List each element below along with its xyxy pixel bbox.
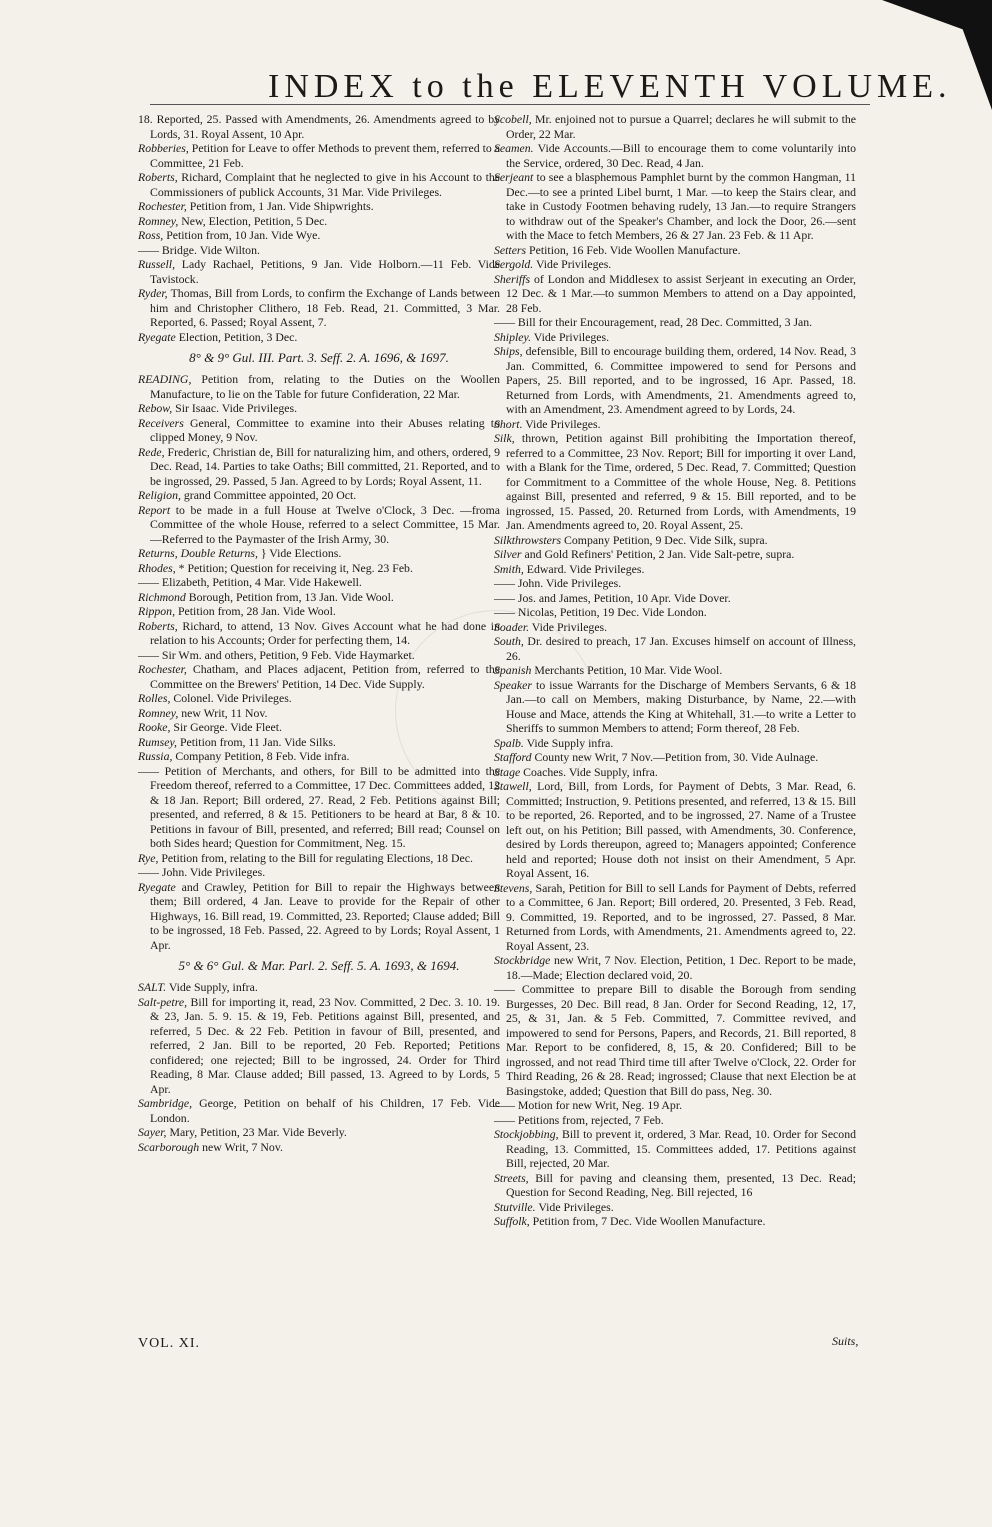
entry-heading: Stockjobbing, (494, 1127, 559, 1141)
entry-text: of London and Middlesex to assist Serjeant in executing an Order, 12 Dec. & 1 Mar.—to summon Members to attend on a Day appointed, 28 Feb. (506, 271, 856, 315)
entry-text: new Writ, 11 Nov. (178, 705, 268, 720)
entry-heading: Ryegate (138, 879, 176, 894)
index-entry (138, 330, 500, 345)
index-entry (138, 199, 500, 214)
entry-heading: Rolles, (138, 691, 171, 705)
entry-heading: Streets, (494, 1170, 529, 1185)
entry-text: Vide Privileges. (522, 416, 601, 431)
entry-text: Vide Privileges. (535, 1199, 614, 1214)
entry-heading: Sheriffs (494, 271, 531, 286)
entry-text: New, Election, Petition, 5 Dec. (178, 213, 328, 228)
entry-heading: Ships, (494, 344, 523, 358)
entry-heading: Receivers (138, 415, 184, 430)
entry-text: Petition from, 1 Jan. Vide Shipwrights. (186, 199, 374, 213)
entry-heading: —— (138, 865, 159, 879)
entry-text: Lady Rachael, Petitions, 9 Jan. Vide Holborn.—11 Feb. Vide Tavistock. (150, 257, 500, 286)
entry-text: Mr. enjoined not to pursue a Quarrel; declares he will submit to the Order, 22 Mar. (506, 112, 856, 141)
entry-text: Nicolas, Petition, 19 Dec. Vide London. (514, 605, 707, 619)
index-entry (494, 1214, 856, 1229)
entry-text: Vide Accounts.—Bill to encourage them to come voluntarily into the Service, ordered, 30 Dec. Read, 4 Jan. (506, 141, 856, 170)
entry-heading: Serjeant (494, 170, 534, 184)
entry-heading: —— (138, 763, 159, 778)
entry-heading: Ross, (138, 228, 164, 242)
entry-heading: Romney, (138, 705, 179, 720)
entry-text: Petition from, relating to the Duties on the Woollen Manufacture, to lie on the Table for future Confideration, 22 Mar. (150, 372, 500, 401)
entry-text: to see a blasphemous Pamphlet burnt by the common Hangman, 11 Dec.—to see a printed Libel burnt, 1 Mar. —to keep the Stairs clear, and take in Custody Footmen behaving rudely, 13 Jan.—to require Strangers to withdraw out of the Speaker's Chamber, and lock the Door, 26.—sent with the Mace to fetch Members, 26 & 27 Jan. 23 Feb. & 11 Apr. (506, 170, 856, 242)
index-entry (138, 286, 500, 330)
entry-heading: Roberts, (138, 618, 178, 633)
left-column (138, 112, 500, 1154)
entry-text: to issue Warrants for the Discharge of Members Servants, 6 & 18 Jan.—to call on Members, making Disturbance, by Name, 22.—with House and Mace, attends the King at Whitehall, 31.—to write a Letter to Sheriffs to summon Members to attend; Form thereof, 28 Feb. (506, 677, 856, 735)
entry-text: defensible, Bill to encourage building them, ordered, 14 Nov. Read, 3 Jan. Committed, 6. Committee impowered to send for Persons and Papers, 25. Bill reported, and to be ingrossed, 16 Apr. Passed, 18. Returned from Lords, with Amendments, 21. Amendments agreed to, with an Amendment, 23. Amendment agreed to by Lords, 24. (506, 344, 856, 416)
index-entry (138, 691, 500, 706)
index-entry (138, 170, 500, 199)
entry-text: Bill for importing it, read, 23 Nov. Committed, 2 Dec. 3. 10. 19. & 23, Jan. 5. 9. 15. & 19, Feb. Petitions against Bill, presented, and referred, 5 Dec. & 22 Feb. Petition in favour of Bill, presented, and referred, 2 Jan. Bill to be reported, 20 Feb. Reported; Petitions confidered; one rejected; Bill to be ingrossed, 24. Order for Third Reading, 8 Mar. Clause added; Bill passed, 13. Agreed to by Lords, 5 Apr. (150, 994, 500, 1096)
entry-heading: Rebow, (138, 401, 173, 415)
index-entry (494, 141, 856, 170)
entry-text: Sir Wm. and others, Petition, 9 Feb. Vide Haymarket. (158, 647, 415, 662)
entry-heading: Rippon, (138, 604, 176, 618)
entry-text: Chatham, and Places adjacent, Petition from, referred to the Committee on the Brewers' Petition, 14 Dec. Vide Supply. (150, 662, 500, 691)
entry-heading: Silkthrowsters (494, 532, 562, 547)
index-entry (138, 112, 500, 141)
index-entry (494, 533, 856, 548)
index-entry (494, 765, 856, 780)
index-entry (138, 546, 500, 561)
catchword: Suits, (832, 1334, 859, 1348)
index-entry (138, 561, 500, 576)
entry-heading: Stawell, (494, 779, 532, 793)
entry-heading: —— (138, 575, 159, 589)
entry-heading: Setters (494, 242, 527, 257)
entry-text: Vide Privileges. (531, 329, 610, 344)
index-entry (494, 1098, 856, 1113)
entry-heading: —— (494, 1112, 515, 1127)
entry-text: Richard, to attend, 13 Nov. Gives Account what he had done in relation to his Accounts; Order for perfecting them, 14. (150, 618, 500, 647)
index-entry (494, 591, 856, 606)
index-entry (138, 980, 500, 995)
index-entry (494, 736, 856, 751)
index-entry (494, 750, 856, 765)
entry-heading: Stockbridge (494, 953, 551, 967)
index-entry (138, 995, 500, 1097)
index-entry (494, 953, 856, 982)
entry-heading: Soader. (494, 619, 530, 634)
index-entry (138, 720, 500, 735)
index-entry (494, 1113, 856, 1128)
header-rule (150, 104, 870, 105)
entry-text: Bridge. Vide Wilton. (158, 242, 260, 257)
index-entry (138, 401, 500, 416)
index-entry (494, 431, 856, 533)
entry-text: and Gold Refiners' Petition, 2 Jan. Vide Salt-petre, supra. (521, 547, 795, 561)
entry-heading: Stutville. (494, 1199, 536, 1214)
entry-heading: Silver (494, 547, 522, 561)
entry-heading: Robberies, (138, 141, 189, 155)
entry-text: thrown, Petition against Bill prohibiting the Importation thereof, referred to a Committee, 23 Nov. Report; Bill for importing it over Land, with a Blank for the Time, ordered, 5 Dec. Read, 7. Committed; Question for Commitment to a Committee of the whole House, Neg. 8. Petitions against Bill, presented and referred, 9 & 15. Bill reported, and to be ingrossed, 15. Passed, 20. Returned from Lords, with Amendments, 19 Jan. Amendments agreed to, 20. Royal Assent, 25. (506, 431, 856, 532)
volume-signature: VOL. XI. (138, 1336, 201, 1351)
index-entry (494, 663, 856, 678)
entry-text: Company Petition, 8 Feb. Vide infra. (172, 749, 350, 763)
index-entry (138, 1140, 500, 1155)
index-entry (138, 619, 500, 648)
entry-text: Vide Privileges. (529, 619, 608, 634)
entry-heading: Russell, (138, 257, 176, 271)
entry-heading: Richmond (138, 589, 186, 604)
entry-text: Petitions from, rejected, 7 Feb. (514, 1112, 664, 1127)
index-entry (494, 315, 856, 330)
entry-text: Dr. desired to preach, 17 Jan. Excuses himself on account of Illness, 26. (506, 634, 856, 663)
entry-heading: —— (494, 982, 515, 996)
entry-heading: Russia, (138, 749, 173, 763)
entry-text: Vide Supply infra. (523, 735, 614, 750)
entry-text: Vide Supply, infra. (166, 980, 258, 994)
entry-text: Elizabeth, Petition, 4 Mar. Vide Hakewell. (158, 575, 362, 589)
index-entry (138, 851, 500, 866)
entry-heading: Report (138, 502, 171, 517)
entry-text: } Vide Elections. (257, 546, 342, 560)
entry-text: Motion for new Writ, Neg. 19 Apr. (514, 1098, 683, 1112)
entry-heading: —— (494, 1098, 515, 1112)
entry-text: grand Committee appointed, 20 Oct. (180, 488, 357, 502)
entry-text: new Writ, 7 Nov. Election, Petition, 1 Dec. Report to be made, 18.—Made; Election declared void, 20. (506, 953, 856, 982)
entry-heading: Returns, Double Returns, (138, 546, 258, 560)
entry-heading: Shipley. (494, 329, 532, 344)
entry-heading: Stafford (494, 750, 532, 764)
session-heading: 5° & 6° Gul. & Mar. Parl. 2. Seff. 5. A. 1693, & 1694. (178, 958, 460, 973)
entry-text: Sarah, Petition for Bill to sell Lands for Payment of Debts, referred to a Committee, 6 Jan. Report; Bill ordered, 20. Presented, 3 Feb. Read, 9. Committed, 19. Reported, and to be ingrossed, 27. Passed, 8 Mar. Returned from Lords, with Amendments, 21. Amendments agreed to, 22. Royal Assent, 23. (506, 880, 856, 953)
index-entry (138, 445, 500, 489)
index-entry (138, 257, 500, 286)
entry-heading: Spanish (494, 663, 532, 677)
entry-text: County new Writ, 7 Nov.—Petition from, 30. Vide Aulnage. (531, 750, 819, 764)
index-entry (494, 881, 856, 954)
entry-heading: Seamen. (494, 141, 534, 155)
entry-text: Bill for their Encouragement, read, 28 Dec. Committed, 3 Jan. (514, 315, 813, 329)
entry-text: Petition of Merchants, and others, for Bill to be admitted into the Freedom thereof, referred to a Committee, 17 Dec. Committees added, 12 & 18 Jan. Report; Bill ordered, 27. Read, 2 Feb. Petitions against Bill; presented, and referred, 8 & 15. Petitioners to be heard at Bar, 8 & 10. Petitions in favour of Bill, presented, and referred; Bill read; Counsel on both Sides heard; Question for Commitment, Neg. 15. (150, 763, 500, 850)
index-entry (138, 648, 500, 663)
page-title: INDEX to the ELEVENTH VOLUME. (268, 68, 952, 105)
entry-text: * Petition; Question for receiving it, Neg. 23 Feb. (175, 560, 413, 575)
entry-heading: —— (138, 242, 159, 257)
index-entry (494, 112, 856, 141)
index-entry (494, 1127, 856, 1171)
index-entry (494, 272, 856, 316)
entry-text: Petition, 16 Feb. Vide Woollen Manufacture. (526, 242, 741, 257)
entry-text: to be made in a full House at Twelve o'Clock, 3 Dec. —froma Committee of the whole House, referred to a select Committee, 15 Mar.—Referred to the Paymaster of the Irish Army, 30. (150, 502, 500, 546)
entry-heading: Ryegate (138, 329, 176, 344)
index-entry (494, 605, 856, 620)
index-entry (138, 1125, 500, 1140)
entry-text: Lord, Bill, from Lords, for Payment of Debts, 3 Mar. Read, 6. Committed; Instruction, 9. Petitions presented, and referred, 13 & 15. Bill to be reported, 26. Reported, and to be ingrossed, 27. Name of a Trustee left out, on his Petition; Bill passed, with Amendments, 30. Conference, desired by Lords thereupon, agreed to; Managers appointed; Conference held and reported; House doth not insist on their Amendment, 5 Apr. Royal Assent, 16. (506, 779, 856, 880)
index-entry (138, 141, 500, 170)
entry-text: Coaches. Vide Supply, infra. (520, 764, 658, 779)
right-column (494, 112, 856, 1229)
entry-text: George, Petition on behalf of his Children, 17 Feb. Vide London. (150, 1096, 500, 1125)
entry-heading: Scarborough (138, 1139, 200, 1154)
entry-text: Mary, Petition, 23 Mar. Vide Beverly. (166, 1125, 347, 1139)
entry-heading: Short. (494, 416, 523, 431)
index-entry (138, 604, 500, 619)
index-entry (138, 1096, 500, 1125)
entry-heading: Rumsey, (138, 734, 177, 749)
index-entry (138, 575, 500, 590)
entry-heading: —— (494, 605, 515, 619)
entry-text: Petition from, 28 Jan. Vide Wool. (175, 604, 336, 618)
index-entry (494, 547, 856, 562)
index-entry (494, 982, 856, 1098)
entry-heading: Scobell, (494, 112, 532, 126)
index-entry (494, 257, 856, 272)
entry-heading: Sambridge, (138, 1096, 193, 1110)
entry-text: and Crawley, Petition for Bill to repair the Highways between them; Bill ordered, 4 Jan. Leave to provide for the Repair of other Highways, 16. Bill read, 19. Committed, 23. Reported; Clause added; Bill to be ingrossed, 18 Feb. Passed, 22. Agreed to by Lords; Royal Assent, 1 Apr. (150, 879, 500, 952)
entry-text: Borough, Petition from, 13 Jan. Vide Wool. (185, 589, 394, 604)
index-entry (494, 620, 856, 635)
entry-heading: —— (494, 576, 515, 590)
entry-text: Company Petition, 9 Dec. Vide Silk, supra. (561, 532, 768, 547)
entry-heading: Ryder, (138, 286, 168, 300)
entry-heading: Rochester, (138, 199, 187, 213)
entry-text: Edward. Vide Privileges. (523, 561, 645, 576)
entry-heading: Spalb. (494, 735, 524, 750)
entry-heading: —— (494, 590, 515, 605)
index-entry (494, 779, 856, 881)
entry-heading: Rede, (138, 444, 165, 459)
entry-heading: Religion, (138, 488, 181, 502)
entry-text: Thomas, Bill from Lords, to confirm the Exchange of Lands between him and Christopher Clithero, 18 Feb. Read, 21. Committed, 3 Mar. Reported, 6. Passed; Royal Assent, 7. (150, 286, 500, 329)
entry-text: Merchants Petition, 10 Mar. Vide Wool. (531, 663, 723, 677)
index-entry (494, 330, 856, 345)
entry-text: Vide Privileges. (533, 257, 612, 271)
entry-heading: Stage (494, 764, 521, 779)
entry-text: Richard, Complaint that he neglected to give in his Account to the Commissioners of publick Accounts, 31 Mar. Vide Privileges. (150, 170, 500, 199)
session-heading: 8° & 9° Gul. III. Part. 3. Seff. 2. A. 1696, & 1697. (189, 350, 449, 365)
index-entry (138, 503, 500, 547)
index-entry (138, 416, 500, 445)
index-entry (138, 214, 500, 229)
entry-text: Petition from, 10 Jan. Vide Wye. (163, 228, 321, 242)
entry-heading: Stevens, (494, 880, 533, 895)
entry-heading: Sergold. (494, 257, 534, 271)
index-entry (138, 764, 500, 851)
entry-heading: Roberts, (138, 170, 178, 184)
entry-text: Colonel. Vide Privileges. (170, 691, 292, 705)
index-entry (138, 735, 500, 750)
index-entry (494, 562, 856, 577)
entry-heading: Rooke, (138, 720, 171, 734)
index-entry (494, 344, 856, 417)
index-entry (138, 706, 500, 721)
entry-text: John. Vide Privileges. (514, 576, 622, 590)
entry-text: Election, Petition, 3 Dec. (175, 329, 298, 344)
entry-heading: Suffolk, (494, 1214, 530, 1228)
index-entry (138, 590, 500, 605)
entry-heading: Silk, (494, 431, 515, 445)
index-entry (494, 1200, 856, 1215)
index-entry (138, 865, 500, 880)
entry-text: new Writ, 7 Nov. (199, 1139, 283, 1154)
entry-heading: —— (138, 647, 159, 662)
index-entry (138, 488, 500, 503)
entry-text: General, Committee to examine into their Abuses relating to clipped Money, 9 Nov. (150, 415, 500, 444)
entry-text: Petition from, 7 Dec. Vide Woollen Manufacture. (529, 1214, 766, 1228)
entry-text: 18. Reported, 25. Passed with Amendments, 26. Amendments agreed to by Lords, 31. Royal Assent, 10 Apr. (138, 112, 500, 141)
entry-heading: Speaker (494, 677, 532, 692)
entry-heading: —— (494, 315, 515, 329)
index-entry (494, 576, 856, 591)
index-entry (138, 662, 500, 691)
entry-heading: Rochester, (138, 662, 187, 676)
index-entry (138, 749, 500, 764)
entry-heading: READING, (138, 372, 192, 386)
entry-text: Sir George. Vide Fleet. (170, 720, 283, 734)
entry-heading: Salt-petre, (138, 994, 188, 1009)
entry-text: Petition from, 11 Jan. Vide Silks. (177, 734, 336, 749)
entry-heading: Romney, (138, 213, 179, 228)
entry-text: Frederic, Christian de, Bill for naturalizing him, and others, ordered, 9 Dec. Read, 14. Parties to take Oaths; Bill committed, 21. Reported, and to be ingrossed, 29. Passed, 5 Jan. Agreed to by Lords; Royal Assent, 11. (150, 444, 500, 488)
index-entry (138, 243, 500, 258)
entry-text: Petition for Leave to offer Methods to prevent them, referred to a Committee, 21 Feb. (150, 141, 500, 170)
index-entry (494, 634, 856, 663)
entry-heading: Rye, (138, 850, 159, 865)
entry-text: Petition from, relating to the Bill for regulating Elections, 18 Dec. (158, 850, 473, 865)
index-entry (494, 678, 856, 736)
entry-heading: SALT. (138, 980, 167, 994)
index-entry (494, 170, 856, 243)
entry-text: Bill for paving and cleansing them, presented, 13 Dec. Read; Question for Second Reading, Neg. Bill rejected, 16 (506, 1170, 856, 1199)
index-entry (138, 228, 500, 243)
index-entry (138, 880, 500, 953)
entry-heading: South, (494, 634, 524, 648)
entry-text: John. Vide Privileges. (158, 865, 266, 879)
entry-text: Jos. and James, Petition, 10 Apr. Vide Dover. (514, 590, 731, 605)
entry-text: Bill to prevent it, ordered, 3 Mar. Read, 10. Order for Second Reading, 13. Committed, 15. Committees added, 17. Petitions against Bill, rejected, 20 Mar. (506, 1127, 856, 1170)
index-entry (494, 243, 856, 258)
index-entry (138, 372, 500, 401)
entry-text: Sir Isaac. Vide Privileges. (172, 401, 298, 415)
index-entry (494, 417, 856, 432)
index-entry (494, 1171, 856, 1200)
entry-text: Committee to prepare Bill to disable the Borough from sending Burgesses, 20 Dec. Bill read, 8 Jan. Order for Second Reading, 12, 17, 25, & 31, Jan. & 5 Feb. Committed, 7. Committee revived, and impowered to send for Persons, Papers, and Records, 21. Bill reported, 8 Mar. Report to be confidered, 8, 15, & 20. Confidered; Bill to be ingrossed, and not read Third time till after Twelve o'Clock, 22. Order for Third Reading, 26 & 28. Read; ingrossed; Clause that next Election be at Basingstoke, added; Question that Bill do pass, Neg. 30. (506, 982, 856, 1098)
entry-heading: Sayer, (138, 1125, 167, 1139)
entry-heading: Smith, (494, 561, 524, 576)
entry-heading: Rhodes, (138, 560, 176, 575)
